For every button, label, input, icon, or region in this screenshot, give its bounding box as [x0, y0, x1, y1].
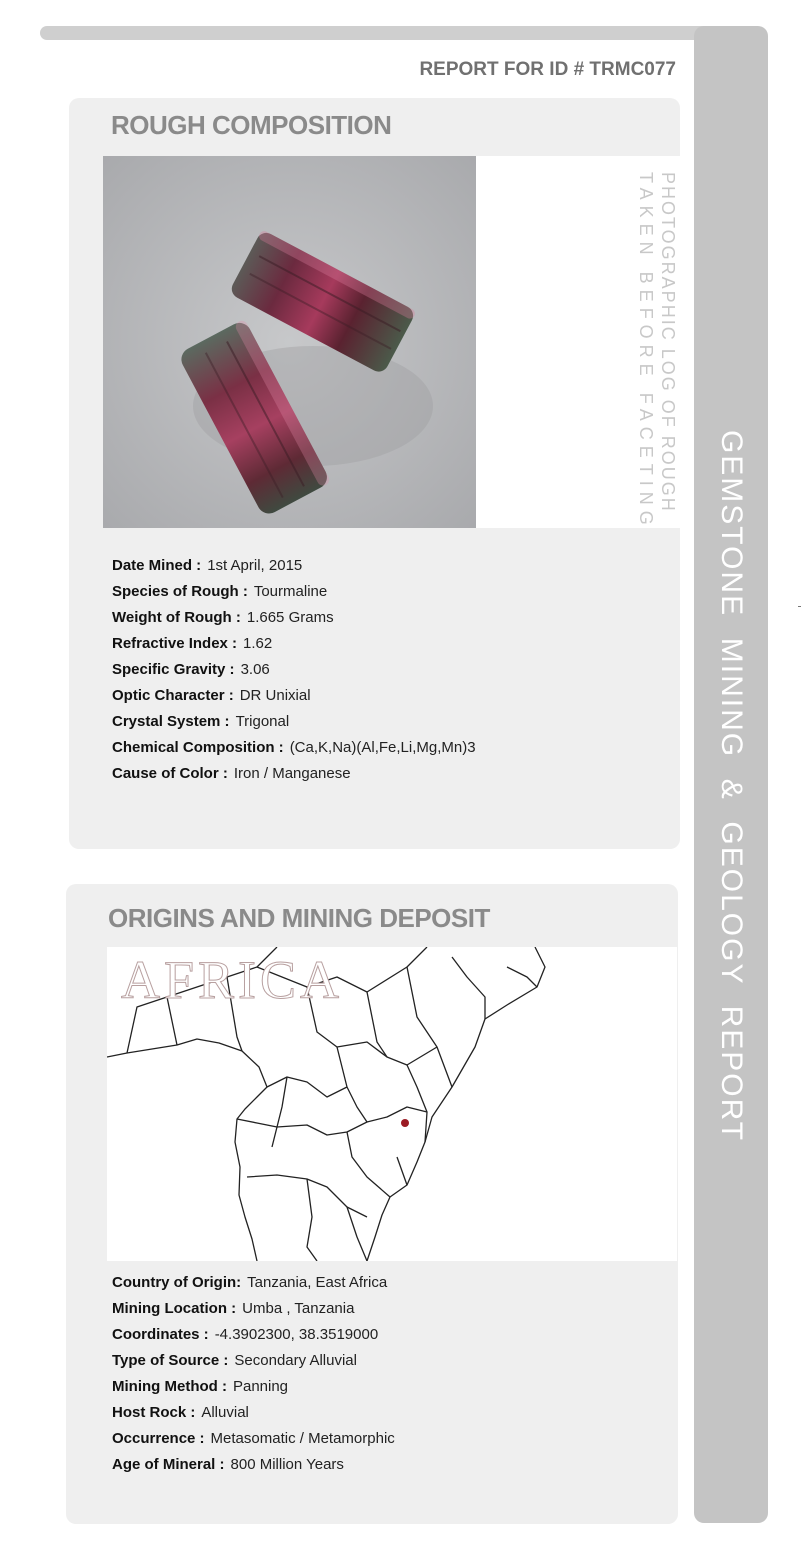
field-value: Umba , Tanzania [242, 1300, 355, 1317]
rough-composition-title: ROUGH COMPOSITION [111, 110, 392, 140]
mining-location-marker [401, 1119, 409, 1127]
field-weight [112, 605, 476, 631]
origins-title: ORIGINS AND MINING DEPOSIT [108, 903, 490, 933]
field-label: Weight of Rough : [112, 609, 241, 626]
photo-area [103, 156, 680, 528]
rough-fields [112, 553, 476, 787]
field-label: Chemical Composition : [112, 739, 284, 756]
africa-map [107, 947, 677, 1261]
field-occurrence [112, 1426, 395, 1452]
sidebar-title [694, 26, 768, 1523]
field-label: Type of Source : [112, 1352, 229, 1369]
photo-caption [635, 172, 679, 531]
field-mining-location [112, 1296, 395, 1322]
photo-caption-line2: TAKEN BEFORE FACETING [636, 172, 656, 531]
field-value: 800 Million Years [230, 1456, 344, 1473]
field-mining-method [112, 1374, 395, 1400]
field-label: Refractive Index : [112, 635, 238, 652]
field-value: Alluvial [201, 1404, 249, 1421]
field-species [112, 579, 476, 605]
field-value: DR Unixial [239, 687, 311, 704]
field-label: Mining Location : [112, 1300, 237, 1317]
field-value: Tourmaline [253, 583, 328, 600]
report-id: REPORT FOR ID # TRMC077 [419, 59, 676, 80]
photo-caption-line1: PHOTOGRAPHIC LOG OF ROUGH [658, 172, 678, 513]
field-label: Crystal System : [112, 713, 230, 730]
field-specific-gravity [112, 657, 476, 683]
field-coordinates [112, 1322, 395, 1348]
edge-tick [798, 606, 801, 607]
field-host-rock [112, 1400, 395, 1426]
field-value: Panning [232, 1378, 289, 1395]
top-bar [40, 26, 740, 40]
field-label: Coordinates : [112, 1326, 209, 1343]
field-age-of-mineral [112, 1452, 395, 1478]
origin-fields [112, 1270, 395, 1478]
field-type-of-source [112, 1348, 395, 1374]
field-value: 1.62 [243, 635, 273, 652]
sidebar-title-text: GEMSTONE MINING & GEOLOGY REPORT [715, 429, 748, 1143]
field-refractive-index [112, 631, 476, 657]
field-label: Host Rock : [112, 1404, 196, 1421]
field-optic-character [112, 683, 476, 709]
map-label: AFRICA [121, 950, 344, 1010]
field-label: Optic Character : [112, 687, 234, 704]
tourmaline-crystals-image [103, 156, 476, 528]
field-value: Secondary Alluvial [234, 1352, 357, 1369]
field-country [112, 1270, 395, 1296]
field-label: Mining Method : [112, 1378, 227, 1395]
field-label: Species of Rough : [112, 583, 248, 600]
field-label: Date Mined : [112, 557, 202, 574]
rough-photo [103, 156, 476, 528]
field-value: Metasomatic / Metamorphic [210, 1430, 395, 1447]
field-value: Tanzania, East Africa [247, 1274, 388, 1291]
field-value: 1st April, 2015 [207, 557, 303, 574]
field-value: -4.3902300, 38.3519000 [214, 1326, 379, 1343]
field-value: Iron / Manganese [233, 765, 351, 782]
field-label: Specific Gravity : [112, 661, 235, 678]
field-cause-of-color [112, 761, 476, 787]
field-value: 1.665 Grams [246, 609, 334, 626]
sidebar [694, 26, 768, 1523]
field-label: Occurrence : [112, 1430, 205, 1447]
field-value: Trigonal [235, 713, 290, 730]
field-date-mined [112, 553, 476, 579]
field-value: (Ca,K,Na)(Al,Fe,Li,Mg,Mn)3 [289, 739, 476, 756]
field-value: 3.06 [240, 661, 270, 678]
field-label: Age of Mineral : [112, 1456, 225, 1473]
field-crystal-system [112, 709, 476, 735]
field-label: Cause of Color : [112, 765, 228, 782]
field-chemical-composition [112, 735, 476, 761]
field-label: Country of Origin: [112, 1274, 242, 1291]
